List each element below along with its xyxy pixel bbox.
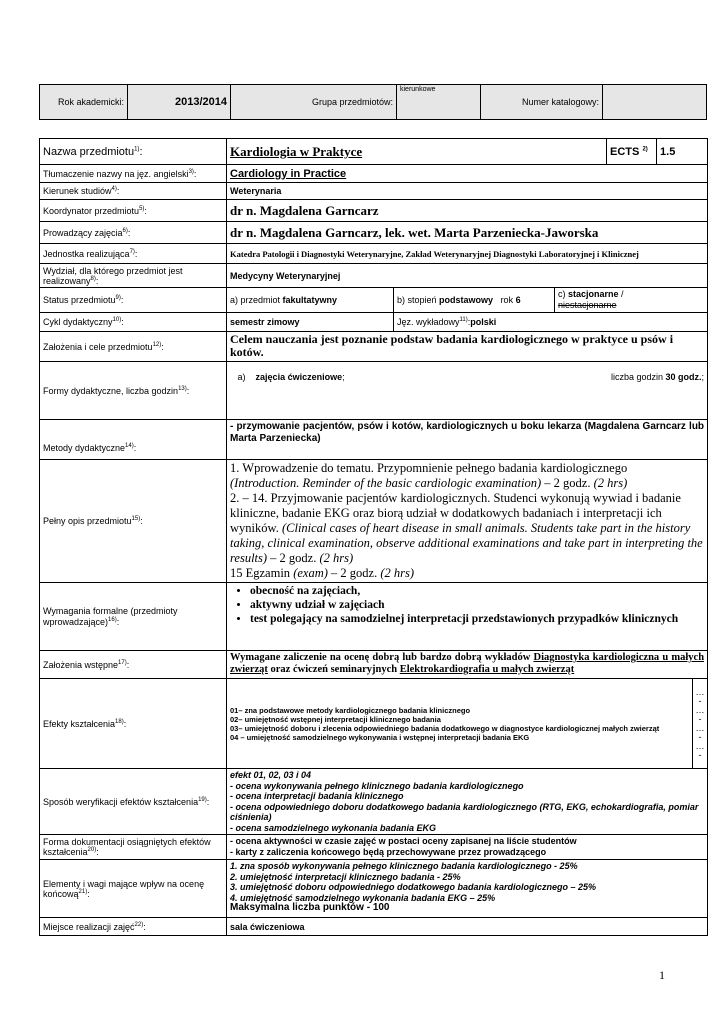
opis-paragraph-1: 1. Wprowadzenie do tematu. Przypomnienie pełnego badania kardiologicznego (Introduction. Reminder of the basic cardiologic examination) – 2 godz. (2 hrs) (230, 461, 628, 490)
opis-label: Pełny opis przedmiotu$^{15)}$: (40, 460, 227, 583)
efekt-item: 04 – umiejętność samodzielnego wykonywania i wstępnej interpretacji badania EKG (230, 732, 530, 742)
jezyk-wykladowy: Jęz. wykładowy$^{11)}$:polski (394, 313, 708, 332)
numer-katalogowy-value (603, 85, 707, 120)
page-number: 1 (659, 968, 665, 982)
prowadzacy-value: dr n. Magdalena Garncarz, lek. wet. Marta Parzeniecka-Jaworska (227, 222, 708, 244)
elementy-item: 2. umiejętność interpretacji klinicznego badania - 25% (230, 871, 461, 882)
rok-akademicki-value: 2013/2014 (128, 85, 231, 120)
wydzial-value: Medycyny Weterynaryjnej (227, 264, 708, 288)
status-c: c) stacjonarne / niestacjonarne (555, 288, 708, 313)
elementy-item: 4. umiejętność samodzielnego wykonania badania EKG – 25% (230, 892, 496, 903)
row-formy (40, 362, 708, 420)
row-wymagania (40, 583, 708, 651)
row-sposob (40, 769, 708, 835)
formy-hours: liczba godzin 30 godz.; (610, 372, 705, 382)
opis-value (227, 460, 708, 583)
wstepne-value: Wymagane zaliczenie na ocenę dobrą lub bardzo dobrą wykładów Diagnostyka kardiologiczna u małych zwierząt oraz ćwiczeń seminaryjnych Elektrokardiografia u małych zwierząt (227, 651, 708, 679)
formy-item: zajęcia ćwiczeniowe (255, 372, 343, 382)
status-a: a) przedmiot fakultatywny (227, 288, 394, 313)
opis-paragraph-3: 15 Egzamin (exam) – 2 godz. (2 hrs) (230, 566, 415, 580)
efekt-item: 03– umiejętność doboru i zlecenia odpowiedniego badania dodatkowego w diagnostyce kardiologicznej małych zwierząt (230, 723, 660, 733)
wymagania-item: • obecność na zajęciach, (250, 584, 704, 598)
prowadzacy-label: Prowadzący zajęcia$^{6)}$: (40, 222, 227, 244)
formy-item-prefix: a) (237, 372, 246, 382)
wstepne-label: Założenia wstępne$^{17)}$: (40, 651, 227, 679)
elementy-max: Maksymalna liczba punktów - 100 (230, 902, 390, 913)
jednostka-value: Katedra Patologii i Diagnostyki Weterynaryjne, Zakład Weterynaryjnej Diagnostyki Laboratoryjnej i Klinicznej (227, 244, 708, 264)
rok-akademicki-label: Rok akademicki: (40, 85, 128, 120)
row-cykl (40, 313, 708, 332)
elementy-item: 1. zna sposób wykonywania pełnego klinicznego badania kardiologicznego - 25% (230, 861, 578, 871)
wymagania-item: • aktywny udział w zajęciach (250, 598, 704, 612)
jednostka-label: Jednostka realizująca$^{7)}$: (40, 244, 227, 264)
tlumaczenie-label: Tłumaczenie nazwy na jęz. angielski$^{3)}$: (40, 165, 227, 183)
numer-katalogowy-label: Numer katalogowy: (481, 85, 603, 120)
formy-value: a) zajęcia ćwiczeniowe; liczba godzin 30 godz.; (227, 362, 708, 420)
efekty-value (227, 679, 693, 769)
row-status (40, 288, 708, 313)
elementy-value (227, 860, 708, 918)
row-koordynator (40, 200, 708, 222)
cykl-label: Cykl dydaktyczny$^{10)}$: (40, 313, 227, 332)
formy-label: Formy dydaktyczne, liczba godzin$^{13)}$: (40, 362, 227, 420)
row-wydzial (40, 264, 708, 288)
row-elementy (40, 860, 708, 918)
row-metody (40, 420, 708, 460)
sposob-label: Sposób weryfikacji efektów kształcenia$^{19)}$: (40, 769, 227, 835)
grupa-przedmiotow-value: kierunkowe (397, 85, 481, 120)
ects-label: ECTS $^{2)}$ (607, 139, 657, 165)
elementy-item: 3. umiejętność doboru odpowiedniego dodatkowego badania kardiologicznego – 25% (230, 882, 597, 892)
sposob-item: - ocena odpowiedniego doboru dodatkowego badania kardiologicznego (RTG, EKG, echokardiografia, pomiar ciśnienia) (230, 801, 699, 822)
metody-value: - przymowanie pacjentów, psów i kotów, kardiologicznych u boku lekarza (Magdalena Garncarz lub Marta Parzeniecka) (227, 420, 708, 460)
row-nazwa (40, 139, 708, 165)
tlumaczenie-value: Cardiology in Practice (227, 165, 708, 183)
sposob-item: - ocena wykonywania pełnego klinicznego badania kardiologicznego (230, 780, 524, 791)
miejsce-label: Miejsce realizacji zajęć$^{22)}$: (40, 918, 227, 936)
row-kierunek (40, 183, 708, 200)
sposob-item: efekt 01, 02, 03 i 04 (230, 770, 312, 780)
row-zalozenia (40, 332, 708, 362)
kierunek-label: Kierunek studiów$^{4)}$: (40, 183, 227, 200)
header-table (39, 84, 707, 120)
sposob-item: - ocena interpretacji badania klinicznego (230, 791, 404, 801)
ects-value: 1.5 (657, 139, 708, 165)
status-label: Status przedmiotu$^{9)}$: (40, 288, 227, 313)
forma-label: Forma dokumentacji osiągniętych efektów kształcenia$^{20)}$: (40, 835, 227, 860)
efekty-label: Efekty kształcenia$^{18)}$: (40, 679, 227, 769)
efekt-item: 01– zna podstawowe metody kardiologicznego badania klinicznego (230, 705, 471, 715)
zalozenia-label: Założenia i cele przedmiotu$^{12)}$: (40, 332, 227, 362)
efekty-dots: … - … - … - … - (693, 679, 708, 769)
wymagania-value (227, 583, 708, 651)
row-prowadzacy (40, 222, 708, 244)
row-wstepne (40, 651, 708, 679)
cykl-value: semestr zimowy (227, 313, 394, 332)
grupa-przedmiotow-label: Grupa przedmiotów: (231, 85, 397, 120)
wydzial-label: Wydział, dla którego przedmiot jest realizowany$^{8)}$: (40, 264, 227, 288)
opis-paragraph-2: 2. – 14. Przyjmowanie pacjentów kardiologicznych. Studenci wykonują wywiad i badanie kliniczne, badanie EKG oraz biorą udział w dodatkowych badaniach i interpretacji ich wyników. (Clinical cases of heart disease in small animals. Students take part in the history taking, clinical examination, observe additional examinations and take part in interpreting the results) – 2 godz. (2 hrs) (230, 491, 703, 565)
row-forma (40, 835, 708, 860)
forma-item: - karty z zaliczenia końcowego będą przechowywane przez prowadzącego (230, 847, 547, 857)
status-b: b) stopień podstawowy rok 6 (394, 288, 555, 313)
nazwa-value: Kardiologia w Praktyce (227, 139, 607, 165)
kierunek-value: Weterynaria (227, 183, 708, 200)
row-jednostka (40, 244, 708, 264)
wymagania-item: • test polegający na samodzielnej interpretacji przedstawionych przypadków klinicznych (250, 612, 704, 626)
efekt-item: 02– umiejętność wstępnej interpretacji klinicznego badania (230, 714, 441, 724)
forma-item: - ocena aktywności w czasie zajęć w postaci oceny zapisanej na liście studentów (230, 836, 577, 846)
miejsce-value: sala ćwiczeniowa (227, 918, 708, 936)
elementy-label: Elementy i wagi mające wpływ na ocenę końcową$^{21)}$: (40, 860, 227, 918)
forma-value (227, 835, 708, 860)
row-miejsce (40, 918, 708, 936)
row-tlumaczenie (40, 165, 708, 183)
zalozenia-value: Celem nauczania jest poznanie podstaw badania kardiologicznego w praktyce u psów i kotów. (227, 332, 708, 362)
koordynator-value: dr n. Magdalena Garncarz (227, 200, 708, 222)
row-opis (40, 460, 708, 583)
row-efekty (40, 679, 708, 769)
koordynator-label: Koordynator przedmiotu$^{5)}$: (40, 200, 227, 222)
course-table (39, 138, 708, 936)
sposob-item: - ocena samodzielnego wykonania badania EKG (230, 822, 437, 833)
metody-label: Metody dydaktyczne$^{14)}$: (40, 420, 227, 460)
sposob-value (227, 769, 708, 835)
nazwa-label: Nazwa przedmiotu$^{1)}$: (40, 139, 227, 165)
wymagania-label: Wymagania formalne (przedmioty wprowadzające)$^{16)}$: (40, 583, 227, 651)
